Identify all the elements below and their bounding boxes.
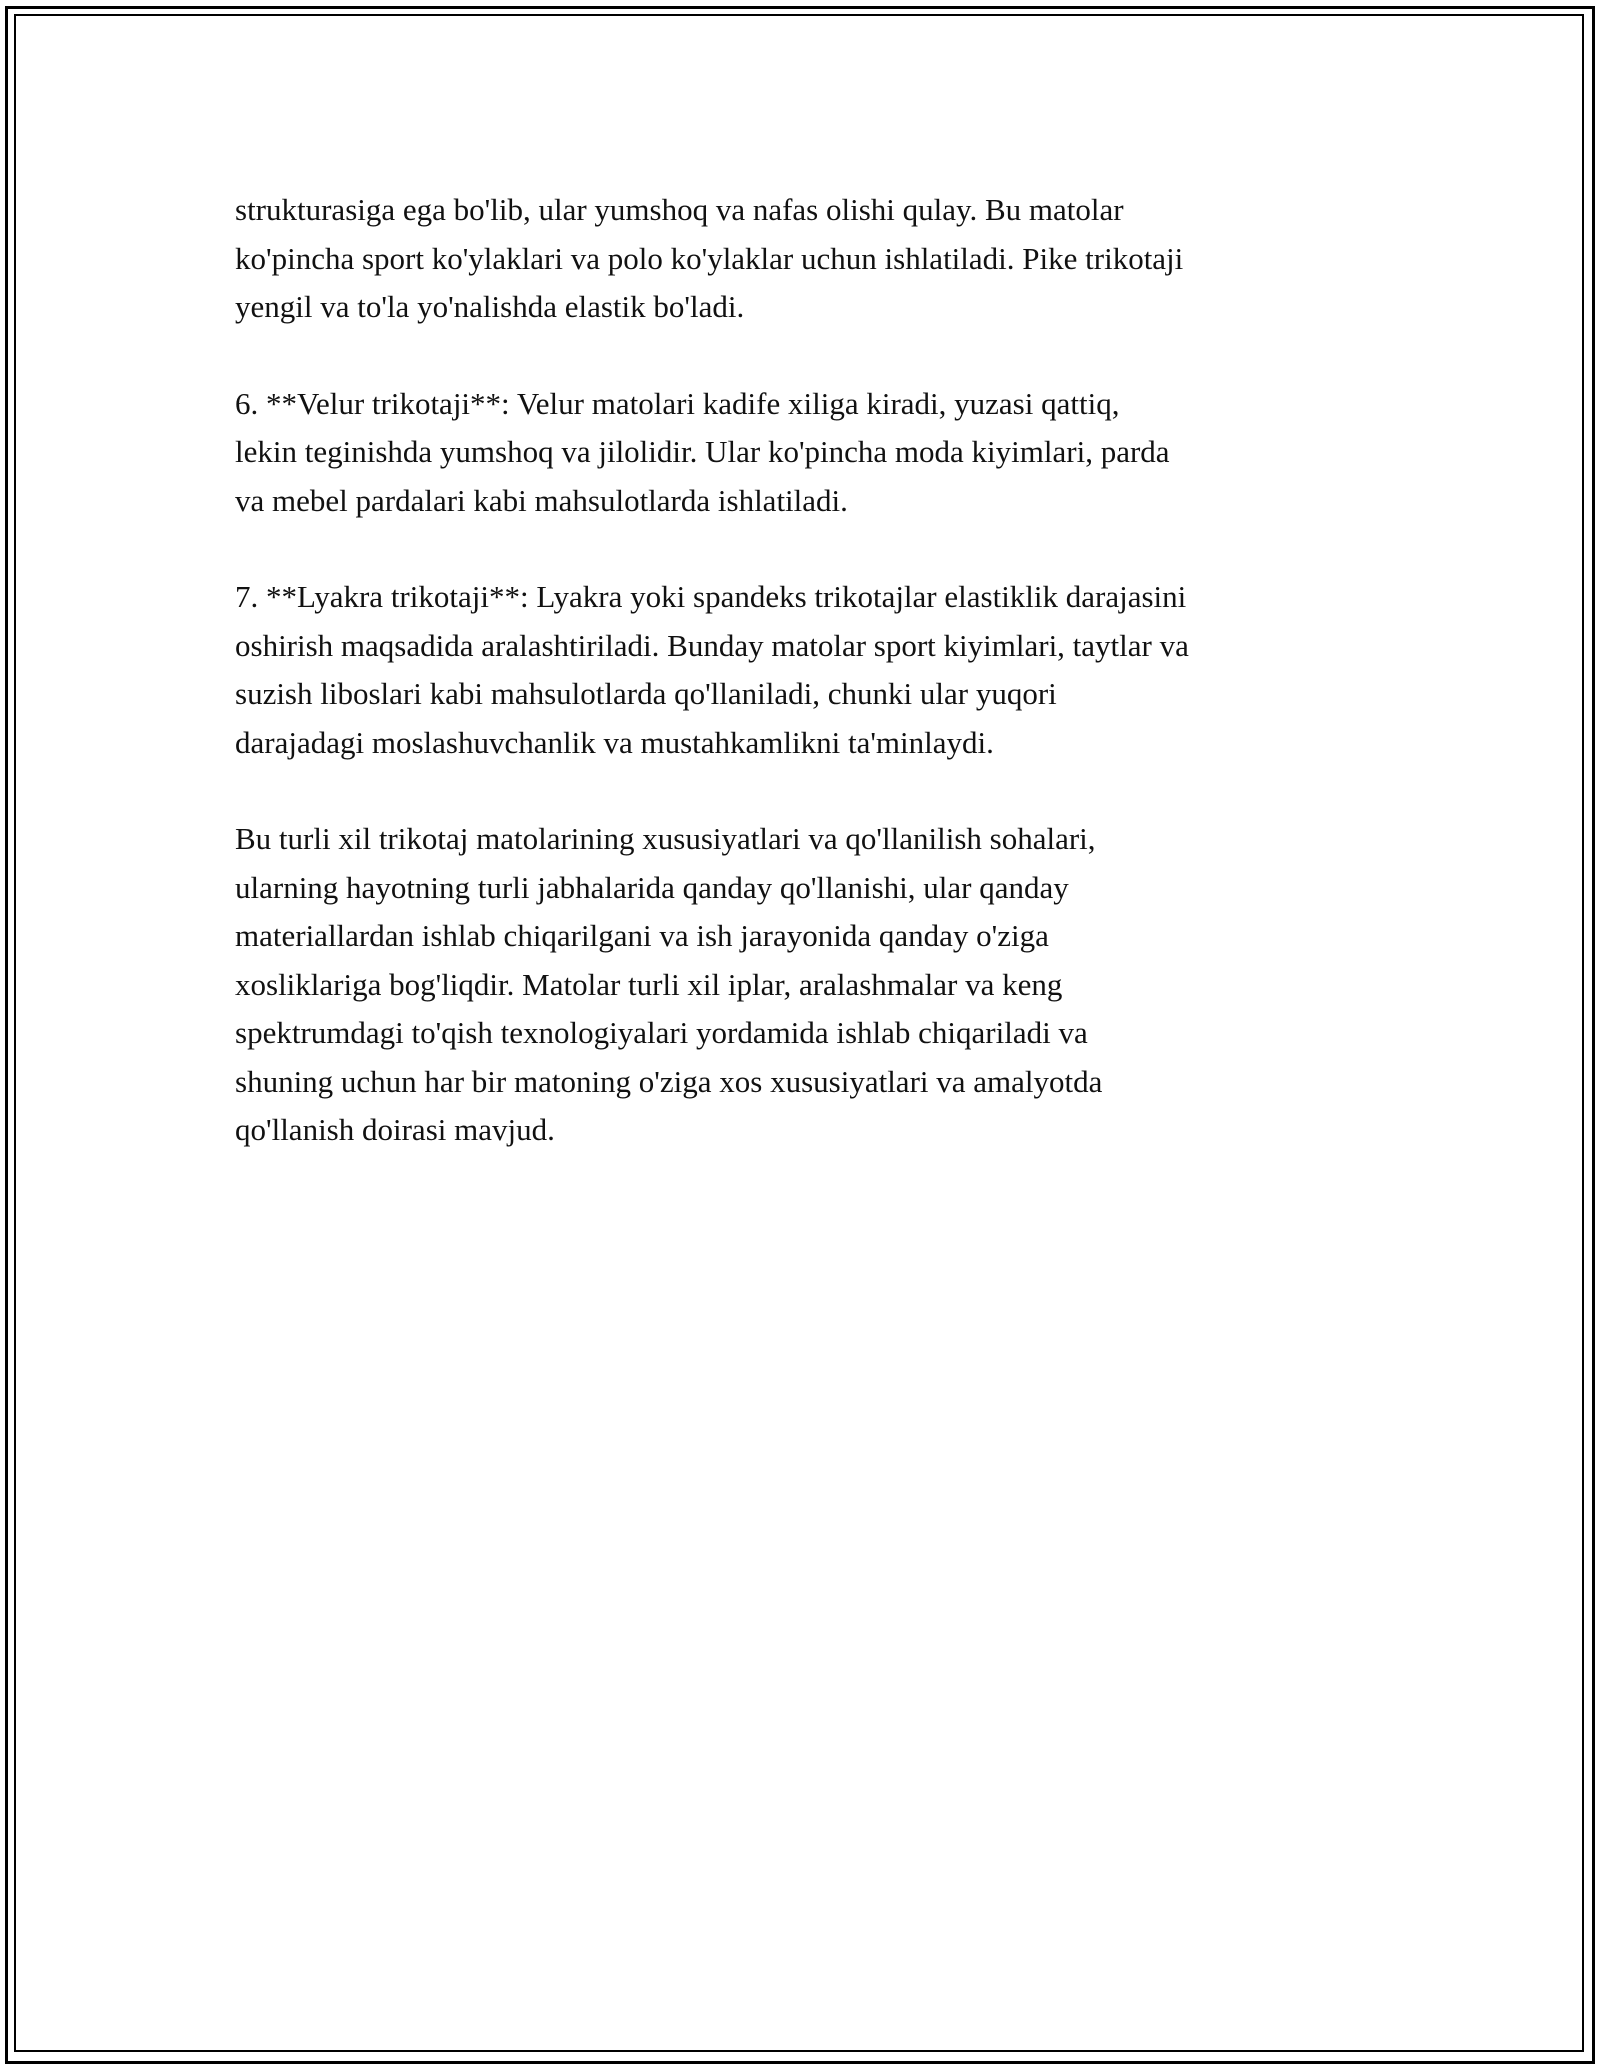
text-line: Bu turli xil trikotaj matolarining xususiyatlari va qo'llanilish sohalari, bbox=[235, 821, 1096, 856]
text-line: 6. **Velur trikotaji**: Velur matolari kadife xiliga kiradi, yuzasi qattiq, bbox=[235, 385, 1120, 421]
text-line: yengil va to'la yo'nalishda elastik bo'ladi. bbox=[235, 289, 745, 324]
text-line: suzish liboslari kabi mahsulotlarda qo'llaniladi, chunki ular yuqori bbox=[235, 676, 1057, 711]
text-line: strukturasiga ega bo'lib, ular yumshoq va nafas olishi qulay. Bu matolar bbox=[235, 192, 1124, 227]
paragraph-velur bbox=[235, 380, 1375, 526]
paragraph-lyakra bbox=[235, 573, 1375, 767]
paragraph-summary bbox=[235, 815, 1375, 1155]
text-line: xosliklariga bog'liqdir. Matolar turli xil iplar, aralashmalar va keng bbox=[235, 966, 1063, 1002]
text-line: va mebel pardalari kabi mahsulotlarda ishlatiladi. bbox=[235, 482, 848, 518]
text-line: shuning uchun har bir matoning o'ziga xos xususiyatlari va amalyotda bbox=[235, 1063, 1103, 1099]
text-line: ko'pincha sport ko'ylaklari va polo ko'ylaklar uchun ishlatiladi. Pike trikotaji bbox=[235, 240, 1184, 276]
text-line: spektrumdagi to'qish texnologiyalari yordamida ishlab chiqariladi va bbox=[235, 1015, 1088, 1050]
text-line: ularning hayotning turli jabhalarida qanday qo'llanishi, ular qanday bbox=[235, 869, 1069, 905]
text-line: qo'llanish doirasi mavjud. bbox=[235, 1112, 555, 1147]
text-line: lekin teginishda yumshoq va jilolidir. Ular ko'pincha moda kiyimlari, parda bbox=[235, 434, 1170, 469]
text-line: materiallardan ishlab chiqarilgani va ish jarayonida qanday o'ziga bbox=[235, 918, 1049, 953]
text-line: 7. **Lyakra trikotaji**: Lyakra yoki spandeks trikotajlar elastiklik darajasini bbox=[235, 579, 1187, 614]
text-line: oshirish maqsadida aralashtiriladi. Bunday matolar sport kiyimlari, taytlar va bbox=[235, 627, 1189, 663]
text-line: darajadagi moslashuvchanlik va mustahkamlikni ta'minlaydi. bbox=[235, 724, 994, 760]
paragraph-pike-continuation bbox=[235, 186, 1375, 332]
document-body bbox=[235, 186, 1375, 1203]
